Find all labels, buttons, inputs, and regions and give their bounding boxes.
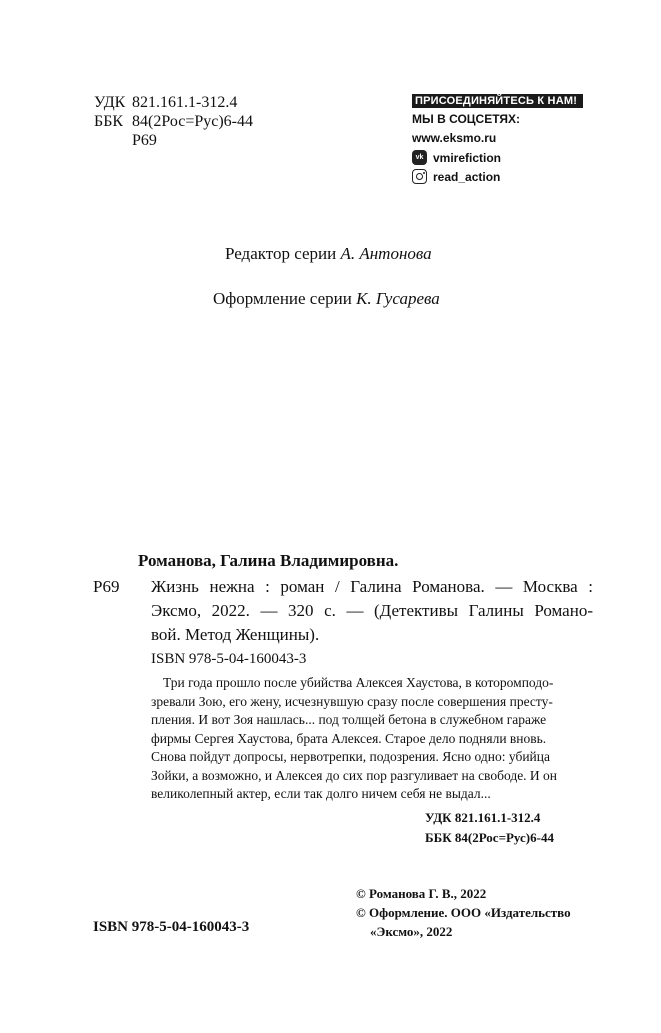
annotation-line: зревали Зою, его жену, исчезнувшую сразу после совершения престу-: [151, 693, 553, 709]
vk-handle[interactable]: vmirefiction: [433, 150, 502, 165]
annotation-line: Три года прошло после убийства Алексея Хаустова, в которомподо-: [163, 675, 554, 690]
classification-codes: [94, 93, 253, 150]
bbk-value: 84(2Рос=Рус)6-44: [132, 113, 254, 130]
annotation-line: Зойки, а возможно, и Алексея до сих пор разгуливает на свободе. И он: [151, 767, 558, 783]
author-sign-key: [94, 131, 132, 150]
series-design-label: Оформление серии: [213, 289, 352, 308]
udk-value: 821.161.1-312.4: [132, 94, 238, 111]
catalog-description-line: вой. Метод Женщины).: [151, 625, 320, 644]
instagram-icon: [412, 169, 427, 184]
bbk-bottom: ББК 84(2Рос=Рус)6-44: [425, 830, 554, 845]
series-editor-credit: [225, 244, 432, 264]
annotation-line: Снова пойдут допросы, нервотрепки, подозрения. Ясно одно: убийца: [151, 749, 550, 764]
join-us-banner: ПРИСОЕДИНЯЙТЕСЬ К НАМ!: [412, 94, 583, 108]
bbk-key: ББК: [94, 113, 124, 130]
vk-row[interactable]: [412, 150, 583, 165]
copyright-design: © Оформление. ООО «Издательство: [356, 905, 571, 920]
annotation-line: пления. И вот Зоя нашлась... под толщей бетона в служебном гараже: [151, 712, 547, 727]
catalog-author: Романова, Галина Владимировна.: [138, 551, 399, 570]
series-design-name: К. Гусарева: [356, 289, 440, 308]
copyright-publisher: «Эксмо», 2022: [370, 924, 453, 939]
annotation-line: великолепный актер, если так долго ничем себя не выдал...: [151, 786, 491, 801]
catalog-code: Р69: [93, 577, 120, 596]
series-design-credit: [213, 289, 440, 309]
catalog-description-line: Эксмо, 2022. — 320 с. — (Детективы Галины Романо-: [151, 601, 593, 620]
author-sign-row: [94, 131, 253, 150]
vk-icon: vk: [412, 150, 427, 165]
bbk-row: [94, 112, 253, 131]
copyright-block: [356, 884, 571, 941]
annotation: [151, 674, 591, 804]
annotation-line: фирмы Сергея Хаустова, брата Алексея. Старое дело подняли вновь.: [151, 730, 547, 746]
classification-codes-bottom: [425, 808, 554, 848]
site-link[interactable]: www.eksmo.ru: [412, 131, 497, 145]
isbn-bottom: ISBN 978-5-04-160043-3: [93, 919, 250, 935]
social-block: [412, 94, 583, 184]
instagram-handle[interactable]: read_action: [433, 169, 501, 184]
author-sign-value: Р69: [132, 132, 157, 149]
udk-row: [94, 93, 253, 112]
udk-key: УДК: [94, 94, 126, 111]
social-heading: МЫ В СОЦСЕТЯХ:: [412, 112, 521, 126]
udk-bottom: УДК 821.161.1-312.4: [425, 810, 541, 825]
series-editor-name: А. Антонова: [340, 244, 432, 263]
copyright-author: © Романова Г. В., 2022: [356, 886, 487, 901]
catalog-description: [151, 575, 593, 647]
catalog-description-line: Жизнь нежна : роман / Галина Романова. — Москва :: [151, 577, 593, 596]
instagram-row[interactable]: [412, 169, 583, 184]
series-editor-label: Редактор серии: [225, 244, 337, 263]
catalog-isbn: ISBN 978-5-04-160043-3: [151, 651, 307, 667]
